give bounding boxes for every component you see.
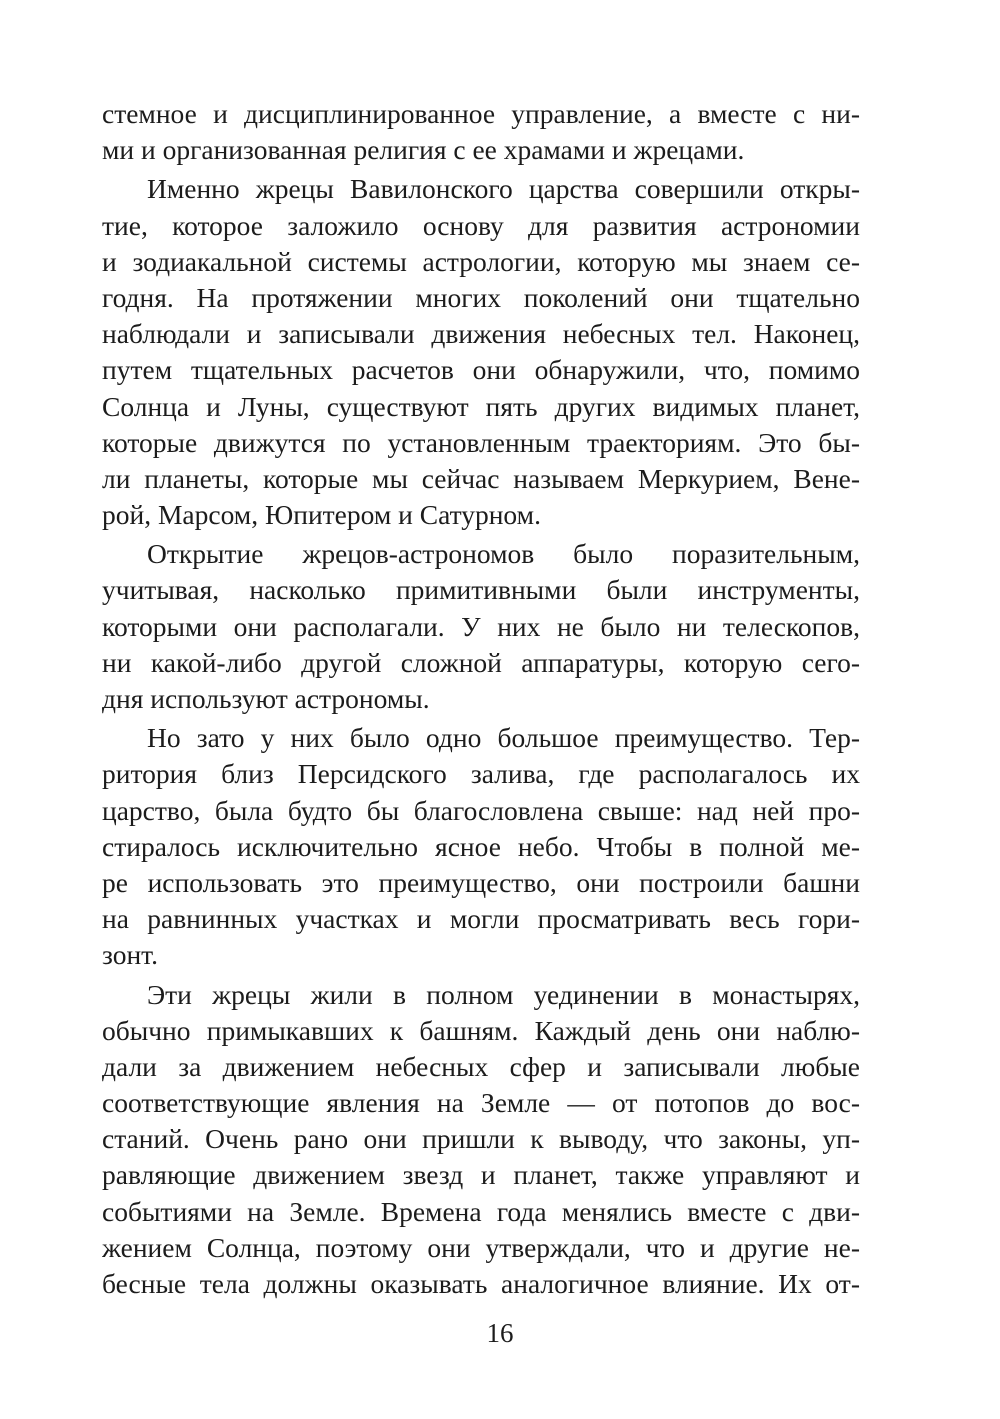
paragraph [102, 977, 860, 1303]
text-line: зонт. [102, 939, 158, 971]
text-line: и зодиакальной системы астрологии, которую мы знаем се- [102, 245, 860, 277]
text-line: рой, Марсом, Юпитером и Сатурном. [102, 499, 541, 531]
text-line: ни какой-либо другой сложной аппаратуры, которую сего- [102, 646, 860, 678]
paragraph [102, 536, 860, 717]
paragraph [102, 96, 860, 168]
text-line: учитывая, насколько примитивными были инструменты, [102, 574, 860, 606]
text-line: Эти жрецы жили в полном уединении в монастырях, [147, 978, 860, 1010]
text-line: Но зато у них было одно большое преимущество. Тер- [147, 722, 860, 754]
text-line: дня используют астрономы. [102, 683, 430, 714]
text-line: которые движутся по установленным траекториям. Это бы- [102, 426, 860, 458]
text-line: ли планеты, которые мы сейчас называем Меркурием, Вене- [102, 462, 860, 494]
text-line: бесные тела должны оказывать аналогичное влияние. Их от- [102, 1268, 860, 1299]
text-line: соответствующие явления на Земле — от потопов до вос- [102, 1087, 860, 1119]
body-text [102, 96, 860, 1302]
text-line: стиралось исключительно ясное небо. Чтобы в полной ме- [102, 830, 860, 862]
text-line: жением Солнца, поэтому они утверждали, что и другие не- [102, 1231, 860, 1263]
text-line: ритория близ Персидского залива, где располагалось их [102, 758, 860, 790]
text-line: ми и организованная религия с ее храмами и жрецами. [102, 134, 745, 166]
paragraph [102, 171, 860, 533]
text-line: которыми они располагали. У них не было ни телескопов, [102, 610, 860, 642]
text-line: наблюдали и записывали движения небесных тел. Наконец, [102, 318, 860, 350]
page-number: 16 [486, 1318, 514, 1348]
text-line: станий. Очень рано они пришли к выводу, что законы, уп- [102, 1123, 860, 1155]
text-line: Солнца и Луны, существуют пять других видимых планет, [102, 390, 860, 422]
text-line: дали за движением небесных сфер и записывали любые [102, 1050, 860, 1082]
text-line: равляющие движением звезд и планет, также управляют и [102, 1159, 860, 1191]
paragraph [102, 720, 860, 973]
text-line: стемное и дисциплинированное управление, а вместе с ни- [102, 98, 860, 129]
text-line: на равнинных участках и могли просматривать весь гори- [102, 903, 860, 935]
text-line: годня. На протяжении многих поколений они тщательно [102, 281, 860, 313]
text-line: путем тщательных расчетов они обнаружили, что, помимо [102, 354, 860, 386]
text-line: царство, была будто бы благословлена свыше: над ней про- [102, 794, 860, 826]
text-line: тие, которое заложило основу для развития астрономии [102, 209, 860, 241]
text-line: обычно примыкавших к башням. Каждый день они наблю- [102, 1014, 860, 1046]
text-line: Именно жрецы Вавилонского царства совершили откры- [147, 173, 860, 205]
text-line: ре использовать это преимущество, они построили башни [102, 866, 860, 898]
text-line: событиями на Земле. Времена года менялись вместе с дви- [102, 1195, 860, 1227]
text-line: Открытие жрецов-астрономов было поразительным, [147, 538, 860, 570]
